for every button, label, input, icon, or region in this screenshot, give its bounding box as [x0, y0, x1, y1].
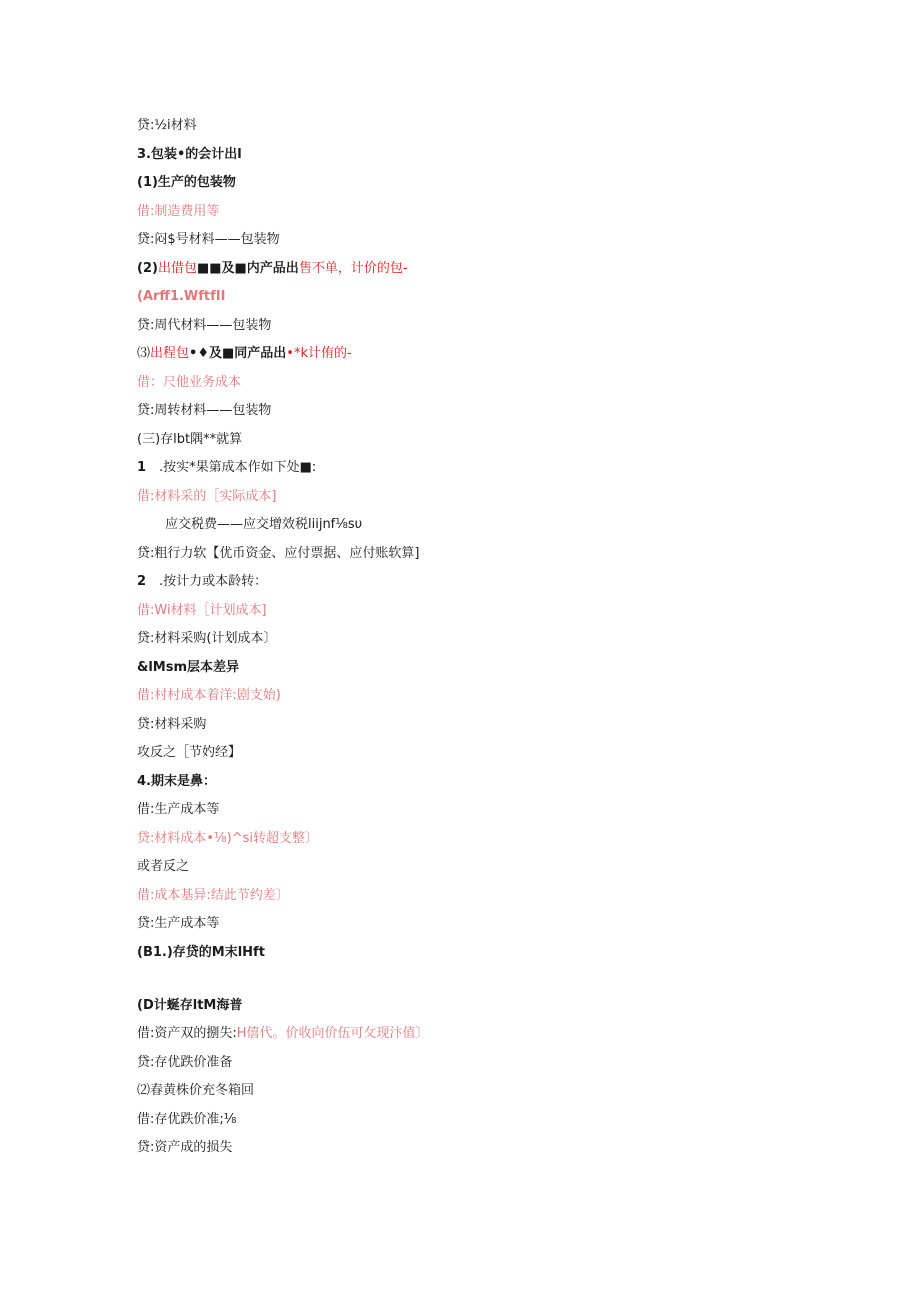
- line-31: (D计蜒存ltM海普: [137, 998, 243, 1013]
- line-4: 借:制造费用等: [137, 204, 220, 219]
- line-28: 借:成本基异:结此节约差〕: [137, 888, 289, 903]
- line-9: ⑶出程包•♦及■同产品出•*k计侑的-: [137, 346, 352, 361]
- line-16: 贷:粗行力软【优币资金、应付票据、应付账软算]: [137, 546, 420, 561]
- line-15: 应交税费——应交增效税liijnf⅛sυ: [165, 517, 363, 532]
- line-32: 借:资产双的捌失:H僖代。价收向价伍可攵现汴值〕: [137, 1026, 429, 1041]
- line-29: 贷:生产成本等: [137, 916, 220, 931]
- line-10: 借：尺他业务成本: [137, 375, 242, 390]
- line-25: 借:生产成本等: [137, 802, 220, 817]
- line-36: 贷:资产成的损失: [137, 1140, 233, 1155]
- line-2: 3.包装•的会计出l: [137, 147, 242, 162]
- line-34: ⑵春黄株价充冬箱回: [137, 1083, 255, 1098]
- line-6: (2)出借包■■及■内产品出售不单，计价的包-: [137, 261, 408, 276]
- line-22: 贷:材料采购: [137, 717, 207, 732]
- line-21: 借:村村成本着洋:剧支始): [137, 688, 281, 703]
- line-8: 贷:周代材料——包装物: [137, 318, 272, 333]
- line-35: 借:存优跌价准;⅛: [137, 1112, 237, 1127]
- line-1: 贷:½i材料: [137, 118, 197, 133]
- line-3: (1)生产的包装物: [137, 175, 236, 190]
- line-33: 贷:存优跌价准备: [137, 1055, 233, 1070]
- line-11: 贷:周转材料——包装物: [137, 403, 272, 418]
- line-19: 贷:材料采购(计划成本〕: [137, 631, 277, 646]
- line-12: (三)存lbt隅**就算: [137, 432, 243, 447]
- line-7: (Arff1.WftfII: [137, 289, 226, 304]
- line-14: 借:材料采的［实际成本]: [137, 489, 277, 504]
- line-27: 或者反之: [137, 859, 190, 874]
- line-18: 借:Wi材料［计划成本]: [137, 603, 267, 618]
- line-5: 贷:闷$号材料——包装物: [137, 232, 280, 247]
- line-20: &lMsm层本差异: [137, 660, 240, 675]
- line-13: 1 .按实*果第成本作如下处■:: [137, 460, 317, 475]
- line-23: 攻反之［节妁经】: [137, 745, 242, 760]
- line-24: 4.期末是鼻：: [137, 774, 216, 789]
- line-17: 2 .按计力或本龄转：: [137, 574, 268, 589]
- line-30: (B1.)存贷的M末lHft: [137, 945, 265, 960]
- line-26: 贷:材料成本•⅛)^si转超支整〕: [137, 831, 318, 846]
